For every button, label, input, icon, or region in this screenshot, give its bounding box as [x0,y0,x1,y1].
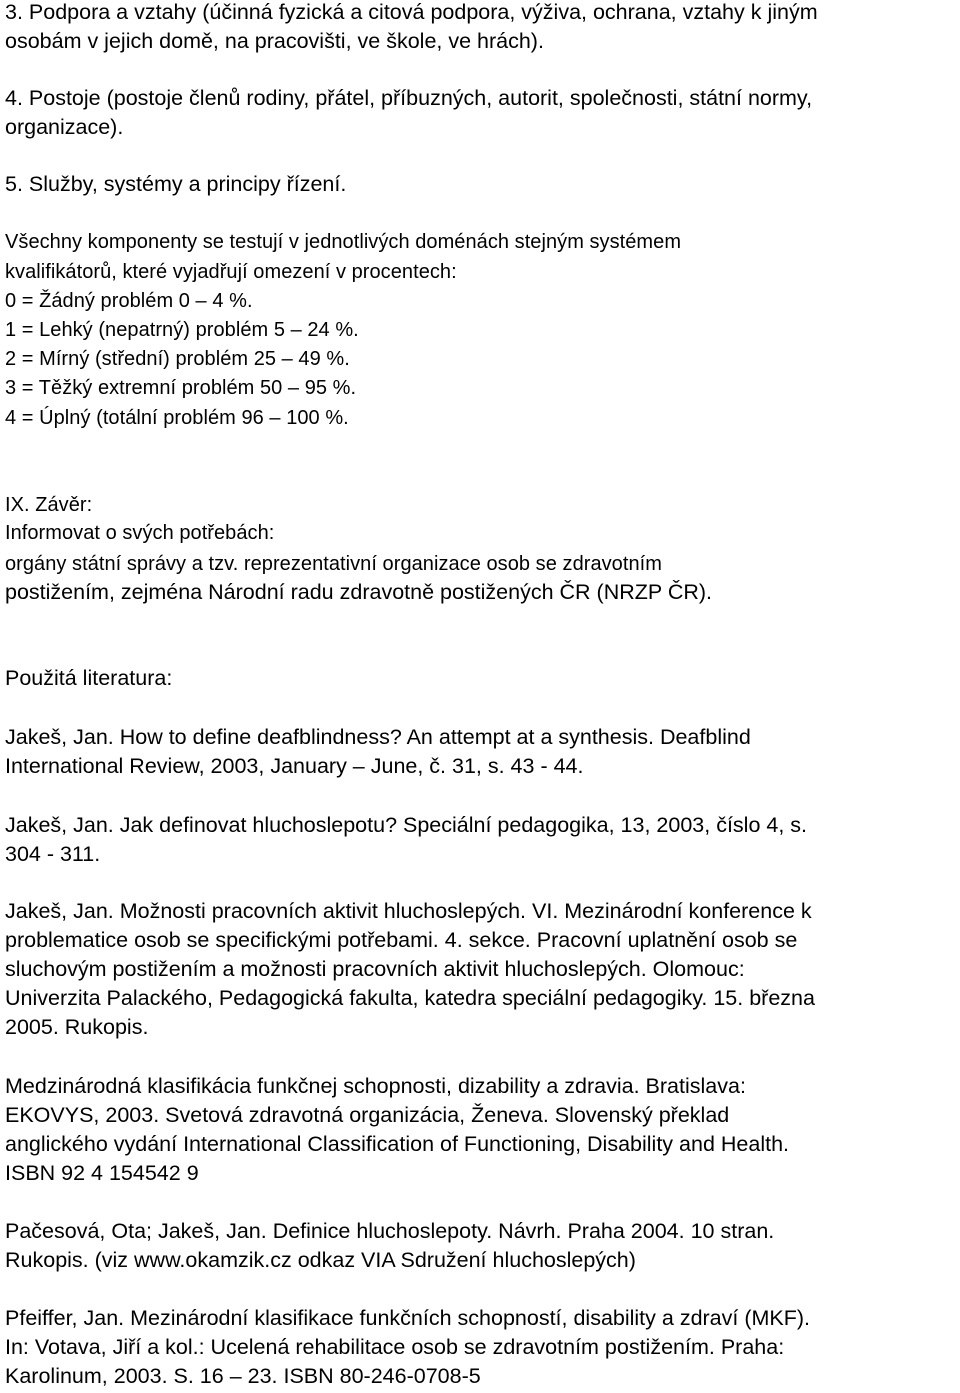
reference-line: Medzinárodná klasifikácia funkčnej schopnosti, dizability a zdravia. Bratislava: [5,1074,746,1098]
conclusion-line-3: postižením, zejména Národní radu zdravotně postižených ČR (NRZP ČR). [5,580,713,604]
qualifier-level: 4 = Úplný (totální problém 96 – 100 %. [5,407,349,429]
reference-line: Pfeiffer, Jan. Mezinárodní klasifikace funkčních schopností, disability a zdraví (MKF). [5,1306,811,1330]
qualifier-level: 1 = Lehký (nepatrný) problém 5 – 24 %. [5,319,359,341]
list-item-4-line-1: 4. Postoje (postoje členů rodiny, přátel, příbuzných, autorit, společnosti, státní normy, [5,86,813,110]
reference-line: Pačesová, Ota; Jakeš, Jan. Definice hluchoslepoty. Návrh. Praha 2004. 10 stran. [5,1219,775,1243]
conclusion-line-1: Informovat o svých potřebách: [5,522,275,544]
list-item-5: 5. Služby, systémy a principy řízení. [5,172,347,196]
reference-line: Univerzita Palackého, Pedagogická fakulta, katedra speciální pedagogiky. 15. března [5,986,815,1010]
reference-line: Jakeš, Jan. Možnosti pracovních aktivit hluchoslepých. VI. Mezinárodní konference k [5,899,812,923]
reference-line: 2005. Rukopis. [5,1015,149,1039]
reference-line: Jakeš, Jan. Jak definovat hluchoslepotu? Speciální pedagogika, 13, 2003, číslo 4, s. [5,813,807,837]
qualifier-level: 0 = Žádný problém 0 – 4 %. [5,290,253,312]
qualifier-level: 2 = Mírný (střední) problém 25 – 49 %. [5,348,350,370]
conclusion-line-2: orgány státní správy a tzv. reprezentativní organizace osob se zdravotním [5,553,662,575]
reference-line: International Review, 2003, January – June, č. 31, s. 43 - 44. [5,754,584,778]
reference-line: In: Votava, Jiří a kol.: Ucelená rehabilitace osob se zdravotním postižením. Praha: [5,1335,785,1359]
reference-line: sluchovým postižením a možnosti pracovních aktivit hluchoslepých. Olomouc: [5,957,745,981]
reference-line: anglického vydání International Classification of Functioning, Disability and Health. [5,1132,789,1156]
list-item-4-line-2: organizace). [5,115,124,139]
qualifiers-intro-line-2: kvalifikátorů, které vyjadřují omezení v procentech: [5,261,457,283]
reference-line: ISBN 92 4 154542 9 [5,1161,199,1185]
list-item-3-line-2: osobám v jejich domě, na pracovišti, ve škole, ve hrách). [5,29,544,53]
qualifier-level: 3 = Těžký extremní problém 50 – 95 %. [5,377,357,399]
reference-line: EKOVYS, 2003. Svetová zdravotná organizácia, Ženeva. Slovenský překlad [5,1103,730,1127]
literature-heading: Použitá literatura: [5,666,173,690]
reference-line: problematice osob se specifickými potřebami. 4. sekce. Pracovní uplatnění osob se [5,928,798,952]
reference-line: Jakeš, Jan. How to define deafblindness? An attempt at a synthesis. Deafblind [5,725,751,749]
reference-line: Karolinum, 2003. S. 16 – 23. ISBN 80-246-0708-5 [5,1364,481,1388]
reference-line: Rukopis. (viz www.okamzik.cz odkaz VIA Sdružení hluchoslepých) [5,1248,636,1272]
qualifiers-intro-line-1: Všechny komponenty se testují v jednotlivých doménách stejným systémem [5,231,682,253]
reference-line: 304 - 311. [5,842,101,866]
list-item-3-line-1: 3. Podpora a vztahy (účinná fyzická a citová podpora, výživa, ochrana, vztahy k jiným [5,0,818,24]
conclusion-heading: IX. Závěr: [5,494,93,516]
